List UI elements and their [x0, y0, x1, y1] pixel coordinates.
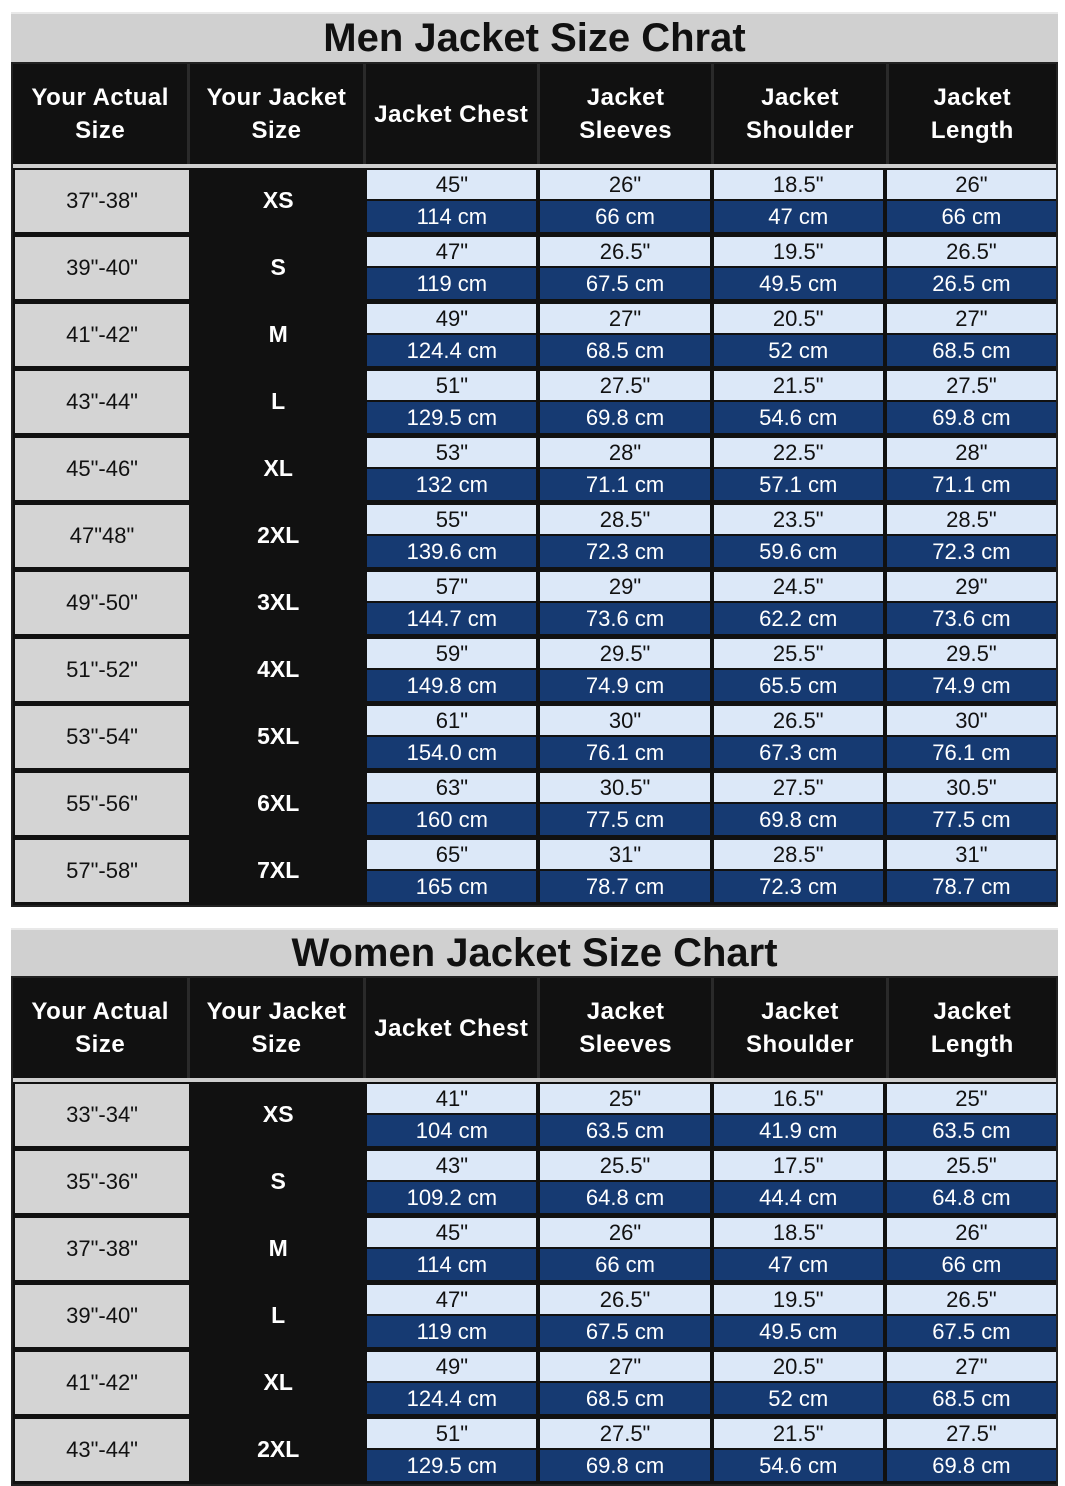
- jacket-shoulder-cell: [714, 1082, 883, 1146]
- inch-value: 25": [540, 1084, 709, 1113]
- cm-value: 119 cm: [367, 1316, 536, 1347]
- actual-size-cell: 33"-34": [15, 1084, 189, 1146]
- jacket-shoulder-cell: [714, 168, 883, 232]
- cm-value: 64.8 cm: [887, 1182, 1056, 1213]
- women-table-body: [13, 1082, 1056, 1484]
- cm-value: 47 cm: [714, 1249, 883, 1280]
- jacket-shoulder-cell: [714, 637, 883, 701]
- jacket-shoulder-cell: [714, 570, 883, 634]
- cm-value: 57.1 cm: [714, 469, 883, 500]
- jacket-chest-cell: [367, 1082, 536, 1146]
- inch-value: 43": [367, 1151, 536, 1180]
- inch-value: 17.5": [714, 1151, 883, 1180]
- header-line: Jacket: [586, 998, 665, 1025]
- inch-value: 25.5": [540, 1151, 709, 1180]
- table-row: [13, 838, 1056, 905]
- inch-value: 27.5": [714, 773, 883, 802]
- header-line: Size: [251, 1031, 302, 1058]
- inch-value: 65": [367, 840, 536, 869]
- jacket-sleeves-cell: [540, 503, 709, 567]
- inch-value: 51": [367, 371, 536, 400]
- table-row: [13, 168, 1056, 235]
- header-line: Your Actual: [31, 998, 169, 1025]
- men-table-header: [13, 64, 1056, 168]
- jacket-size-cell: 3XL: [257, 588, 300, 615]
- inch-value: 21.5": [714, 1419, 883, 1448]
- jacket-sleeves-cell: [540, 369, 709, 433]
- cm-value: 47 cm: [714, 201, 883, 232]
- jacket-size-cell: XL: [263, 454, 293, 481]
- cm-value: 129.5 cm: [367, 402, 536, 433]
- header-line: Jacket Chest: [374, 1014, 529, 1042]
- jacket-shoulder-cell: [714, 302, 883, 366]
- inch-value: 29": [887, 572, 1056, 601]
- inch-value: 26.5": [887, 1285, 1056, 1314]
- jacket-shoulder-cell: [714, 1149, 883, 1213]
- inch-value: 59": [367, 639, 536, 668]
- inch-value: 27": [540, 304, 709, 333]
- jacket-size-cell: XS: [262, 1100, 294, 1127]
- actual-size-cell: 57"-58": [15, 840, 189, 902]
- jacket-sleeves-cell: [540, 1149, 709, 1213]
- jacket-chest-cell: [367, 1216, 536, 1280]
- inch-value: 30.5": [540, 773, 709, 802]
- cm-value: 124.4 cm: [367, 1383, 536, 1414]
- jacket-size-cell: XS: [262, 186, 294, 213]
- jacket-size-cell: 4XL: [257, 655, 300, 682]
- cm-value: 73.6 cm: [540, 603, 709, 634]
- inch-value: 23.5": [714, 505, 883, 534]
- inch-value: 27.5": [887, 371, 1056, 400]
- cm-value: 63.5 cm: [540, 1115, 709, 1146]
- inch-value: 25": [887, 1084, 1056, 1113]
- cm-value: 54.6 cm: [714, 402, 883, 433]
- cm-value: 132 cm: [367, 469, 536, 500]
- table-row: [13, 1216, 1056, 1283]
- table-row: [13, 637, 1056, 704]
- inch-value: 28.5": [714, 840, 883, 869]
- table-row: [13, 704, 1056, 771]
- header-line: Length: [930, 1031, 1014, 1058]
- cm-value: 72.3 cm: [887, 536, 1056, 567]
- inch-value: 45": [367, 1218, 536, 1247]
- inch-value: 21.5": [714, 371, 883, 400]
- header-jacket-size: [190, 978, 365, 1078]
- actual-size-cell: 37"-38": [15, 170, 189, 232]
- jacket-chest-cell: [367, 1149, 536, 1213]
- cm-value: 71.1 cm: [540, 469, 709, 500]
- cm-value: 59.6 cm: [714, 536, 883, 567]
- header-line: Your Jacket: [206, 84, 347, 111]
- actual-size-cell: 41"-42": [15, 1352, 189, 1414]
- jacket-length-cell: [887, 570, 1056, 634]
- jacket-length-cell: [887, 503, 1056, 567]
- table-row: [13, 1417, 1056, 1484]
- cm-value: 69.8 cm: [540, 402, 709, 433]
- jacket-shoulder-cell: [714, 1417, 883, 1481]
- actual-size-cell: 39"-40": [15, 1285, 189, 1347]
- jacket-chest-cell: [367, 637, 536, 701]
- inch-value: 19.5": [714, 237, 883, 266]
- cm-value: 69.8 cm: [887, 402, 1056, 433]
- cm-value: 49.5 cm: [714, 268, 883, 299]
- jacket-length-cell: [887, 235, 1056, 299]
- men-chart-title: Men Jacket Size Chrat: [11, 12, 1058, 62]
- jacket-sleeves-cell: [540, 436, 709, 500]
- jacket-chest-cell: [367, 1350, 536, 1414]
- jacket-shoulder-cell: [714, 369, 883, 433]
- inch-value: 20.5": [714, 1352, 883, 1381]
- cm-value: 62.2 cm: [714, 603, 883, 634]
- jacket-sleeves-cell: [540, 302, 709, 366]
- jacket-shoulder-cell: [714, 1283, 883, 1347]
- inch-value: 47": [367, 1285, 536, 1314]
- women-chart-title: Women Jacket Size Chart: [11, 928, 1058, 976]
- cm-value: 124.4 cm: [367, 335, 536, 366]
- women-table-header: [13, 978, 1056, 1082]
- table-row: [13, 436, 1056, 503]
- cm-value: 66 cm: [887, 1249, 1056, 1280]
- cm-value: 54.6 cm: [714, 1450, 883, 1481]
- table-row: [13, 235, 1056, 302]
- jacket-sleeves-cell: [540, 838, 709, 902]
- header-line: Jacket: [761, 84, 839, 111]
- jacket-sleeves-cell: [540, 1417, 709, 1481]
- jacket-size-cell: 6XL: [257, 789, 300, 816]
- inch-value: 16.5": [714, 1084, 883, 1113]
- inch-value: 26.5": [540, 237, 709, 266]
- inch-value: 30": [540, 706, 709, 735]
- women-size-table: [11, 976, 1058, 1486]
- inch-value: 29.5": [540, 639, 709, 668]
- table-row: [13, 1149, 1056, 1216]
- jacket-sleeves-cell: [540, 168, 709, 232]
- header-line: Shoulder: [745, 117, 854, 144]
- inch-value: 18.5": [714, 1218, 883, 1247]
- jacket-size-cell: S: [270, 253, 286, 280]
- inch-value: 22.5": [714, 438, 883, 467]
- header-line: Length: [930, 117, 1014, 144]
- inch-value: 18.5": [714, 170, 883, 199]
- inch-value: 47": [367, 237, 536, 266]
- cm-value: 63.5 cm: [887, 1115, 1056, 1146]
- actual-size-cell: 35"-36": [15, 1151, 189, 1213]
- jacket-chest-cell: [367, 436, 536, 500]
- header-line: Shoulder: [745, 1031, 854, 1058]
- header-line: Jacket: [586, 84, 665, 111]
- inch-value: 26": [887, 170, 1056, 199]
- cm-value: 144.7 cm: [367, 603, 536, 634]
- header-jacket-length: [889, 64, 1056, 164]
- cm-value: 66 cm: [540, 201, 709, 232]
- table-row: [13, 369, 1056, 436]
- jacket-length-cell: [887, 302, 1056, 366]
- cm-value: 78.7 cm: [540, 871, 709, 902]
- actual-size-cell: 43"-44": [15, 1419, 189, 1481]
- jacket-size-cell: 5XL: [257, 722, 300, 749]
- inch-value: 57": [367, 572, 536, 601]
- cm-value: 160 cm: [367, 804, 536, 835]
- cm-value: 76.1 cm: [540, 737, 709, 768]
- actual-size-cell: 39"-40": [15, 237, 189, 299]
- cm-value: 68.5 cm: [540, 335, 709, 366]
- men-size-table: [11, 62, 1058, 907]
- men-size-chart: [11, 12, 1058, 907]
- cm-value: 76.1 cm: [887, 737, 1056, 768]
- table-row: [13, 503, 1056, 570]
- actual-size-cell: 45"-46": [15, 438, 189, 500]
- cm-value: 104 cm: [367, 1115, 536, 1146]
- jacket-shoulder-cell: [714, 1350, 883, 1414]
- jacket-length-cell: [887, 704, 1056, 768]
- jacket-length-cell: [887, 168, 1056, 232]
- inch-value: 27": [540, 1352, 709, 1381]
- header-jacket-shoulder: [714, 64, 888, 164]
- inch-value: 28.5": [887, 505, 1056, 534]
- table-row: [13, 302, 1056, 369]
- inch-value: 45": [367, 170, 536, 199]
- women-size-chart: [11, 928, 1058, 1486]
- table-row: [13, 1082, 1056, 1149]
- inch-value: 26.5": [714, 706, 883, 735]
- header-jacket-sleeves: [540, 64, 714, 164]
- jacket-size-cell: 2XL: [257, 521, 300, 548]
- cm-value: 77.5 cm: [540, 804, 709, 835]
- header-line: Jacket Chest: [374, 100, 529, 128]
- jacket-sleeves-cell: [540, 235, 709, 299]
- cm-value: 52 cm: [714, 335, 883, 366]
- jacket-sleeves-cell: [540, 1216, 709, 1280]
- jacket-length-cell: [887, 369, 1056, 433]
- cm-value: 109.2 cm: [367, 1182, 536, 1213]
- header-jacket-sleeves: [540, 978, 714, 1078]
- jacket-length-cell: [887, 1082, 1056, 1146]
- men-table-body: [13, 168, 1056, 905]
- actual-size-cell: 37"-38": [15, 1218, 189, 1280]
- jacket-length-cell: [887, 838, 1056, 902]
- cm-value: 114 cm: [367, 201, 536, 232]
- inch-value: 26": [540, 170, 709, 199]
- cm-value: 64.8 cm: [540, 1182, 709, 1213]
- header-line: Jacket: [761, 998, 839, 1025]
- header-line: Sleeves: [579, 117, 673, 144]
- inch-value: 53": [367, 438, 536, 467]
- inch-value: 24.5": [714, 572, 883, 601]
- jacket-chest-cell: [367, 168, 536, 232]
- inch-value: 27.5": [540, 1419, 709, 1448]
- actual-size-cell: 55"-56": [15, 773, 189, 835]
- inch-value: 27": [887, 304, 1056, 333]
- header-actual-size: [13, 978, 190, 1078]
- jacket-size-cell: XL: [263, 1368, 293, 1395]
- jacket-size-cell: L: [271, 1301, 286, 1328]
- cm-value: 65.5 cm: [714, 670, 883, 701]
- inch-value: 26": [887, 1218, 1056, 1247]
- actual-size-cell: 43"-44": [15, 371, 189, 433]
- jacket-size-cell: 2XL: [257, 1435, 300, 1462]
- inch-value: 27": [887, 1352, 1056, 1381]
- inch-value: 29.5": [887, 639, 1056, 668]
- inch-value: 20.5": [714, 304, 883, 333]
- jacket-sleeves-cell: [540, 570, 709, 634]
- table-row: [13, 1283, 1056, 1350]
- inch-value: 49": [367, 1352, 536, 1381]
- jacket-length-cell: [887, 1283, 1056, 1347]
- inch-value: 28": [887, 438, 1056, 467]
- jacket-sleeves-cell: [540, 1082, 709, 1146]
- cm-value: 67.5 cm: [540, 1316, 709, 1347]
- inch-value: 25.5": [714, 639, 883, 668]
- cm-value: 71.1 cm: [887, 469, 1056, 500]
- jacket-length-cell: [887, 637, 1056, 701]
- inch-value: 63": [367, 773, 536, 802]
- inch-value: 27.5": [887, 1419, 1056, 1448]
- jacket-length-cell: [887, 1350, 1056, 1414]
- header-jacket-chest: [366, 64, 540, 164]
- jacket-chest-cell: [367, 235, 536, 299]
- inch-value: 28": [540, 438, 709, 467]
- jacket-size-cell: M: [268, 320, 288, 347]
- jacket-length-cell: [887, 436, 1056, 500]
- cm-value: 149.8 cm: [367, 670, 536, 701]
- jacket-length-cell: [887, 1417, 1056, 1481]
- cm-value: 73.6 cm: [887, 603, 1056, 634]
- cm-value: 68.5 cm: [887, 1383, 1056, 1414]
- header-jacket-size: [190, 64, 365, 164]
- jacket-shoulder-cell: [714, 1216, 883, 1280]
- jacket-size-cell: M: [268, 1234, 288, 1261]
- cm-value: 66 cm: [887, 201, 1056, 232]
- actual-size-cell: 49"-50": [15, 572, 189, 634]
- actual-size-cell: 47"48": [15, 505, 189, 567]
- cm-value: 69.8 cm: [887, 1450, 1056, 1481]
- inch-value: 30": [887, 706, 1056, 735]
- header-line: Your Actual: [31, 84, 169, 111]
- cm-value: 68.5 cm: [540, 1383, 709, 1414]
- jacket-sleeves-cell: [540, 1350, 709, 1414]
- cm-value: 114 cm: [367, 1249, 536, 1280]
- jacket-shoulder-cell: [714, 436, 883, 500]
- inch-value: 49": [367, 304, 536, 333]
- inch-value: 31": [887, 840, 1056, 869]
- cm-value: 165 cm: [367, 871, 536, 902]
- jacket-sleeves-cell: [540, 771, 709, 835]
- cm-value: 66 cm: [540, 1249, 709, 1280]
- inch-value: 19.5": [714, 1285, 883, 1314]
- header-line: Size: [75, 1031, 126, 1058]
- cm-value: 74.9 cm: [540, 670, 709, 701]
- inch-value: 25.5": [887, 1151, 1056, 1180]
- header-line: Size: [75, 117, 126, 144]
- header-line: Your Jacket: [206, 998, 347, 1025]
- cm-value: 78.7 cm: [887, 871, 1056, 902]
- jacket-shoulder-cell: [714, 838, 883, 902]
- cm-value: 41.9 cm: [714, 1115, 883, 1146]
- jacket-shoulder-cell: [714, 503, 883, 567]
- inch-value: 29": [540, 572, 709, 601]
- jacket-sleeves-cell: [540, 704, 709, 768]
- jacket-sleeves-cell: [540, 1283, 709, 1347]
- table-row: [13, 570, 1056, 637]
- jacket-chest-cell: [367, 302, 536, 366]
- actual-size-cell: 53"-54": [15, 706, 189, 768]
- header-line: Jacket: [933, 84, 1012, 111]
- inch-value: 26": [540, 1218, 709, 1247]
- actual-size-cell: 51"-52": [15, 639, 189, 701]
- inch-value: 51": [367, 1419, 536, 1448]
- header-jacket-chest: [366, 978, 540, 1078]
- jacket-chest-cell: [367, 704, 536, 768]
- cm-value: 77.5 cm: [887, 804, 1056, 835]
- jacket-chest-cell: [367, 1283, 536, 1347]
- cm-value: 119 cm: [367, 268, 536, 299]
- inch-value: 55": [367, 505, 536, 534]
- cm-value: 67.5 cm: [540, 268, 709, 299]
- cm-value: 72.3 cm: [540, 536, 709, 567]
- cm-value: 69.8 cm: [714, 804, 883, 835]
- header-line: Size: [251, 117, 302, 144]
- header-line: Jacket: [933, 998, 1012, 1025]
- inch-value: 27.5": [540, 371, 709, 400]
- cm-value: 72.3 cm: [714, 871, 883, 902]
- cm-value: 74.9 cm: [887, 670, 1056, 701]
- header-line: Sleeves: [579, 1031, 673, 1058]
- cm-value: 154.0 cm: [367, 737, 536, 768]
- jacket-length-cell: [887, 1149, 1056, 1213]
- inch-value: 28.5": [540, 505, 709, 534]
- cm-value: 129.5 cm: [367, 1450, 536, 1481]
- jacket-length-cell: [887, 771, 1056, 835]
- header-jacket-length: [889, 978, 1056, 1078]
- cm-value: 26.5 cm: [887, 268, 1056, 299]
- table-row: [13, 771, 1056, 838]
- jacket-shoulder-cell: [714, 704, 883, 768]
- cm-value: 52 cm: [714, 1383, 883, 1414]
- inch-value: 61": [367, 706, 536, 735]
- jacket-size-cell: S: [270, 1167, 286, 1194]
- jacket-sleeves-cell: [540, 637, 709, 701]
- jacket-chest-cell: [367, 570, 536, 634]
- inch-value: 31": [540, 840, 709, 869]
- cm-value: 139.6 cm: [367, 536, 536, 567]
- header-actual-size: [13, 64, 190, 164]
- cm-value: 69.8 cm: [540, 1450, 709, 1481]
- jacket-size-cell: L: [271, 387, 286, 414]
- inch-value: 41": [367, 1084, 536, 1113]
- jacket-shoulder-cell: [714, 235, 883, 299]
- jacket-size-cell: 7XL: [257, 856, 300, 883]
- jacket-length-cell: [887, 1216, 1056, 1280]
- jacket-chest-cell: [367, 503, 536, 567]
- cm-value: 49.5 cm: [714, 1316, 883, 1347]
- jacket-chest-cell: [367, 838, 536, 902]
- inch-value: 30.5": [887, 773, 1056, 802]
- header-jacket-shoulder: [714, 978, 888, 1078]
- actual-size-cell: 41"-42": [15, 304, 189, 366]
- jacket-shoulder-cell: [714, 771, 883, 835]
- cm-value: 44.4 cm: [714, 1182, 883, 1213]
- cm-value: 68.5 cm: [887, 335, 1056, 366]
- table-row: [13, 1350, 1056, 1417]
- jacket-chest-cell: [367, 369, 536, 433]
- jacket-chest-cell: [367, 771, 536, 835]
- jacket-chest-cell: [367, 1417, 536, 1481]
- cm-value: 67.3 cm: [714, 737, 883, 768]
- inch-value: 26.5": [540, 1285, 709, 1314]
- cm-value: 67.5 cm: [887, 1316, 1056, 1347]
- inch-value: 26.5": [887, 237, 1056, 266]
